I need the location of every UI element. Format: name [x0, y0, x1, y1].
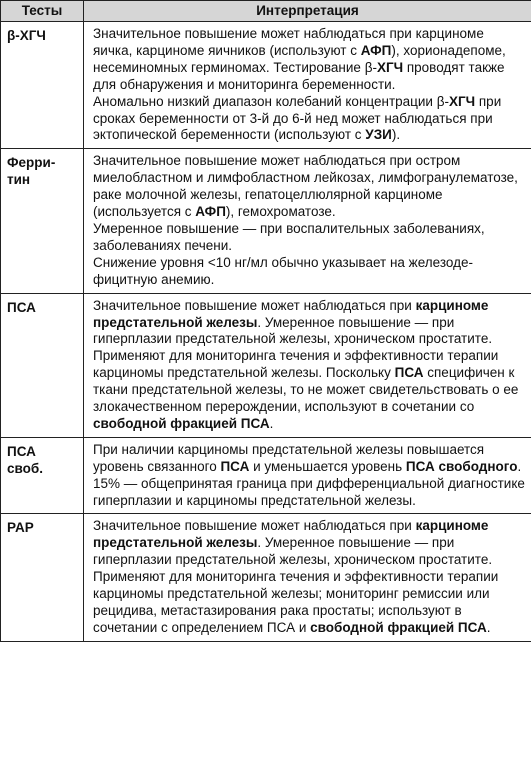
interpretation-paragraph: [93, 476, 525, 510]
test-name-cell: [1, 437, 84, 514]
interpretation-paragraph: [93, 26, 525, 94]
emphasis-text: ПСА свободного: [405, 458, 518, 474]
interpretation-paragraph: [93, 298, 525, 349]
paragraph-text: . Умеренное повышение — при гиперплазии предстательной железы, хроническом простатите.: [93, 535, 493, 568]
interpretation-paragraph: [93, 94, 525, 145]
paragraph-text: Применяют для мониторинга течения и эффективности терапии карциномы предстательной железы. Поскольку: [93, 348, 499, 381]
table-row: [1, 149, 531, 293]
test-name-cell: [1, 149, 84, 293]
paragraph-text: При наличии карциномы предстательной железы повышается уровень связанного: [93, 441, 485, 474]
interpretation-paragraph: [93, 569, 525, 637]
paragraph-text: Значительное повышение может наблюдаться при карциноме яичка, карциноме яичников (используют с: [93, 26, 484, 58]
paragraph-text: Умеренное повышение — при воспалительных заболеваниях, заболеваниях печени.: [93, 220, 485, 253]
interpretation-cell: [84, 293, 531, 437]
interpretation-cell: [84, 437, 531, 514]
paragraph-text: при сроках беременности от 3-й до 6-й нед может наблюдаться при эктопической беременности (используют с: [93, 93, 502, 143]
emphasis-text: АФП: [195, 204, 226, 220]
paragraph-text: .: [269, 415, 274, 431]
interpretation-paragraph: [93, 153, 525, 221]
table-header-row: [1, 1, 531, 22]
emphasis-text: карциноме предстательной железы: [93, 518, 489, 551]
paragraph-text: Значительное повышение может наблюдаться при: [93, 297, 416, 313]
test-name-cell: [1, 22, 84, 149]
paragraph-text: и уменьшается уровень: [249, 458, 406, 474]
interpretation-paragraph: [93, 255, 525, 289]
paragraph-text: Снижение уровня <10 нг/мл обычно указывает на железодефицитную анемию.: [93, 254, 473, 287]
test-name-cell: [1, 293, 84, 437]
emphasis-text: ПСА: [220, 458, 250, 474]
test-name-line: PAP: [7, 520, 34, 536]
interpretation-cell: [84, 149, 531, 293]
paragraph-text: Значительное повышение может наблюдаться при остром миелобластном и лимфобластном лейкозах, лимфогранулематозе, раке молочной железы, гепатоцеллюлярной карциноме (используется с: [93, 153, 518, 220]
test-name-line: ПСА: [7, 443, 36, 459]
paragraph-text: проводят также для обнаружения и мониторинга беременности.: [93, 59, 505, 92]
emphasis-text: свободной фракцией ПСА: [310, 619, 487, 635]
test-name-line: ПСА: [7, 299, 36, 315]
emphasis-text: АФП: [360, 42, 392, 58]
paragraph-text: Применяют для мониторинга течения и эффективности терапии карциномы предстательной железы; мониторинг ремиссии или рецидива, метастазирования рака простаты; используют в сочетании с определением ПСА и: [93, 569, 499, 635]
table-row: [1, 293, 531, 437]
emphasis-text: УЗИ: [365, 127, 392, 143]
table-row: [1, 437, 531, 514]
paragraph-text: ).: [391, 127, 401, 143]
emphasis-text: ХГЧ: [448, 93, 476, 109]
paragraph-text: . Умеренное повышение — при гиперплазии предстательной железы, хроническом простатите.: [93, 314, 493, 347]
table-row: [1, 514, 531, 641]
header-tests: Тесты: [1, 1, 84, 22]
paragraph-text: ), хорионадепоме, несеминомных герминомах. Тестирование β-: [93, 42, 506, 75]
emphasis-text: свободной фракцией ПСА: [93, 415, 270, 431]
paragraph-text: .: [486, 619, 491, 635]
paragraph-text: специфичен к ткани предстательной железы, то не может свидетельствовать о ее злокачественном перерождении, используют в сочетании со: [93, 365, 519, 415]
header-interpretation: Интерпретация: [84, 1, 531, 22]
paragraph-text: .: [517, 458, 522, 474]
test-name-line: β-ХГЧ: [7, 28, 46, 43]
table-row: [1, 22, 531, 149]
emphasis-text: ХГЧ: [376, 59, 404, 75]
interpretation-cell: [84, 22, 531, 149]
paragraph-text: Аномально низкий диапазон колебаний концентрации β-: [93, 93, 449, 109]
test-name-cell: [1, 514, 84, 641]
test-name-line: тин: [7, 172, 31, 188]
interpretation-paragraph: [93, 518, 525, 569]
table-body: [1, 22, 531, 642]
interpretation-paragraph: [93, 221, 525, 255]
paragraph-text: 15% — общепринятая граница при дифференциальной диагностике гиперплазии и карциномы предстательной железы.: [93, 475, 525, 508]
emphasis-text: ПСА: [394, 365, 424, 381]
test-name-line: своб.: [7, 460, 43, 476]
paragraph-text: Значительное повышение может наблюдаться при: [93, 518, 416, 534]
interpretation-paragraph: [93, 442, 525, 476]
test-name-line: Ферри-: [7, 155, 56, 171]
interpretation-paragraph: [93, 348, 525, 433]
emphasis-text: карциноме предстательной железы: [93, 297, 489, 330]
paragraph-text: ), гемохроматозе.: [225, 204, 336, 220]
interpretation-cell: [84, 514, 531, 641]
